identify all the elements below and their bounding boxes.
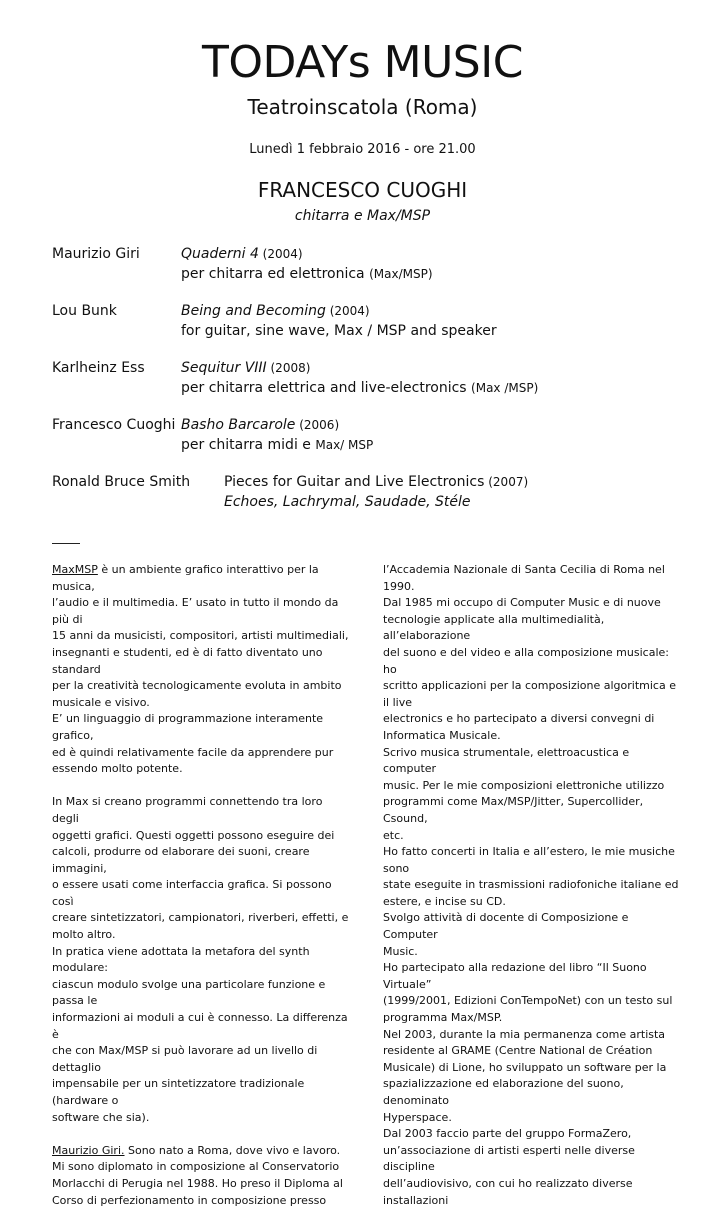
composer-name: Ronald Bruce Smith bbox=[52, 474, 191, 490]
composer-name: Karlheinz Ess bbox=[52, 360, 145, 376]
text-line: tecnologie applicate alla multimedialità, all’elaborazione bbox=[383, 612, 605, 643]
text-line: programmi come Max/MSP/Jitter, Supercollider, Csound, bbox=[383, 795, 644, 825]
text-line: o essere usati come interfaccia grafica. Si possono così bbox=[52, 878, 332, 908]
maxmsp-paragraph bbox=[52, 562, 352, 595]
text-line: software che sia). bbox=[52, 1110, 150, 1124]
text-line: Musicale) di Lione, ho sviluppato un software per la bbox=[383, 1060, 667, 1074]
work-title: Quaderni 4 bbox=[181, 246, 259, 262]
work-title: Sequitur VIII bbox=[181, 360, 267, 376]
text-line: Corso di perfezionamento in composizione presso bbox=[52, 1193, 327, 1207]
work-info bbox=[181, 301, 497, 341]
performer-instrument: chitarra e Max/MSP bbox=[294, 208, 431, 224]
work-year: (2007) bbox=[484, 475, 529, 489]
maxmsp-heading: MaxMSP bbox=[52, 563, 98, 576]
text-line: 15 anni da musicisti, compositori, artisti multimediali, bbox=[52, 629, 349, 643]
text-line: scritto applicazioni per la composizione algoritmica e il live bbox=[383, 679, 676, 709]
work-instrumentation-note: (Max/MSP) bbox=[369, 267, 433, 281]
text-line: Music. bbox=[383, 944, 418, 958]
text-line: Dal 1985 mi occupo di Computer Music e di nuove bbox=[383, 596, 661, 610]
text-line: In pratica viene adottata la metafora del synth modulare: bbox=[52, 944, 310, 975]
text-line: Scrivo musica strumentale, elettroacustica e computer bbox=[383, 745, 630, 776]
program-item bbox=[52, 415, 692, 459]
text-line: Dal 2003 faccio parte del gruppo FormaZero, bbox=[383, 1127, 632, 1141]
text-line: l’Accademia Nazionale di Santa Cecilia di Roma nel 1990. bbox=[383, 563, 665, 593]
program-item bbox=[52, 244, 692, 288]
work-instrumentation: per chitarra elettrica and live-electronics bbox=[181, 380, 472, 396]
text-line: del suono e del video e alla composizione musicale: ho bbox=[383, 645, 669, 676]
work-info bbox=[181, 358, 538, 398]
performer-name: FRANCESCO CUOGHI bbox=[257, 178, 468, 202]
text-line: etc. bbox=[383, 828, 404, 842]
work-instrumentation: for guitar, sine wave, Max / MSP and speaker bbox=[181, 323, 497, 339]
text-line: Morlacchi di Perugia nel 1988. Ho preso il Diploma al bbox=[52, 1176, 343, 1190]
text-line: residente al GRAME (Centre National de Création bbox=[383, 1044, 653, 1058]
text-line: Informatica Musicale. bbox=[383, 728, 501, 742]
text-line: che con Max/MSP si può lavorare ad un livello di dettaglio bbox=[52, 1044, 318, 1074]
text-line: per la creatività tecnologicamente evoluta in ambito bbox=[52, 679, 342, 693]
text-line: estere, e incise su CD. bbox=[383, 894, 506, 908]
text-line: Hyperspace. bbox=[383, 1110, 452, 1124]
composer-name: Lou Bunk bbox=[52, 303, 117, 319]
work-info bbox=[181, 244, 433, 284]
work-year: (2006) bbox=[295, 418, 340, 432]
left-column bbox=[52, 562, 352, 1209]
work-instrumentation: per chitarra midi e bbox=[181, 437, 316, 453]
work-instrumentation-note: (Max /MSP) bbox=[471, 381, 539, 395]
text-line: un’associazione di artisti esperti nelle diverse discipline bbox=[383, 1143, 635, 1174]
work-info bbox=[224, 472, 528, 512]
text-line: Svolgo attività di docente di Composizione e Computer bbox=[383, 911, 629, 942]
text-line: state eseguite in trasmissioni radiofoniche italiane ed bbox=[383, 878, 679, 892]
text-line: dell’audiovisivo, con cui ho realizzato diverse installazioni bbox=[383, 1176, 633, 1207]
text-line: In Max si creano programmi connettendo tra loro degli bbox=[52, 795, 323, 825]
text-line: E’ un linguaggio di programmazione interamente grafico, bbox=[52, 712, 324, 742]
work-year: (2008) bbox=[266, 361, 311, 375]
text-line: Nel 2003, durante la mia permanenza come artista bbox=[383, 1027, 666, 1041]
work-movements: Echoes, Lachrymal, Saudade, Stéle bbox=[224, 494, 471, 510]
program-item bbox=[52, 358, 692, 402]
text-line: creare sintetizzatori, campionatori, riverberi, effetti, e bbox=[52, 911, 349, 925]
work-title: Basho Barcarole bbox=[181, 417, 296, 433]
work-info bbox=[181, 415, 373, 455]
page-title: TODAYs MUSIC bbox=[202, 37, 523, 88]
right-column bbox=[383, 562, 683, 1209]
text-line: spazializzazione ed elaborazione del suono, denominato bbox=[383, 1077, 624, 1107]
text-line: musicale e visivo. bbox=[52, 695, 150, 709]
work-instrumentation-note: Max/ MSP bbox=[315, 438, 374, 452]
text-line: essendo molto potente. bbox=[52, 762, 183, 776]
text-line: Ho partecipato alla redazione del libro “Il Suono Virtuale” bbox=[383, 961, 647, 991]
text-line: programma Max/MSP. bbox=[383, 1011, 503, 1025]
text-line: music. Per le mie composizioni elettroniche utilizzo bbox=[383, 778, 665, 792]
work-title: Being and Becoming bbox=[181, 303, 326, 319]
text-line: Ho fatto concerti in Italia e all’estero, le mie musiche sono bbox=[383, 845, 675, 875]
work-instrumentation: per chitarra ed elettronica bbox=[181, 266, 370, 282]
section-divider bbox=[52, 543, 80, 544]
text-line: ciascun modulo svolge una particolare funzione e passa le bbox=[52, 977, 326, 1008]
text-line: calcoli, produrre od elaborare dei suoni, creare immagini, bbox=[52, 845, 310, 875]
giri-paragraph bbox=[52, 1143, 352, 1160]
giri-heading: Maurizio Giri. bbox=[52, 1143, 125, 1157]
text-line: molto altro. bbox=[52, 928, 116, 942]
work-year: (2004) bbox=[325, 304, 370, 318]
work-year: (2004) bbox=[258, 247, 303, 261]
text-line: l’audio e il multimedia. E’ usato in tutto il mondo da più di bbox=[52, 596, 339, 626]
composer-name: Maurizio Giri bbox=[52, 246, 140, 262]
program-item bbox=[52, 472, 692, 516]
program-item bbox=[52, 301, 692, 345]
text-line: ed è quindi relativamente facile da apprendere pur bbox=[52, 745, 334, 759]
composer-name: Francesco Cuoghi bbox=[52, 417, 176, 433]
text-line: Mi sono diplomato in composizione al Conservatorio bbox=[52, 1160, 340, 1174]
paragraph-gap bbox=[52, 1126, 352, 1143]
text-line: è un ambiente grafico interattivo per la musica, bbox=[52, 563, 319, 593]
text-line: electronics e ho partecipato a diversi convegni di bbox=[383, 712, 655, 726]
text-line: (1999/2001, Edizioni ConTempoNet) con un testo sul bbox=[383, 994, 673, 1008]
text-line: impensabile per un sintetizzatore tradizionale (hardware o bbox=[52, 1077, 305, 1107]
paragraph-gap bbox=[52, 778, 352, 795]
venue: Teatroinscatola (Roma) bbox=[247, 95, 478, 119]
text-line: informazioni ai moduli a cui è connesso. La differenza è bbox=[52, 1011, 348, 1041]
text-line: insegnanti e studenti, ed è di fatto diventato uno standard bbox=[52, 645, 323, 676]
text-line: oggetti grafici. Questi oggetti possono eseguire dei bbox=[52, 828, 335, 842]
work-title: Pieces for Guitar and Live Electronics bbox=[224, 474, 485, 490]
text-line: Sono nato a Roma, dove vivo e lavoro. bbox=[124, 1143, 341, 1157]
event-date: Lunedì 1 febbraio 2016 - ore 21.00 bbox=[249, 142, 476, 157]
